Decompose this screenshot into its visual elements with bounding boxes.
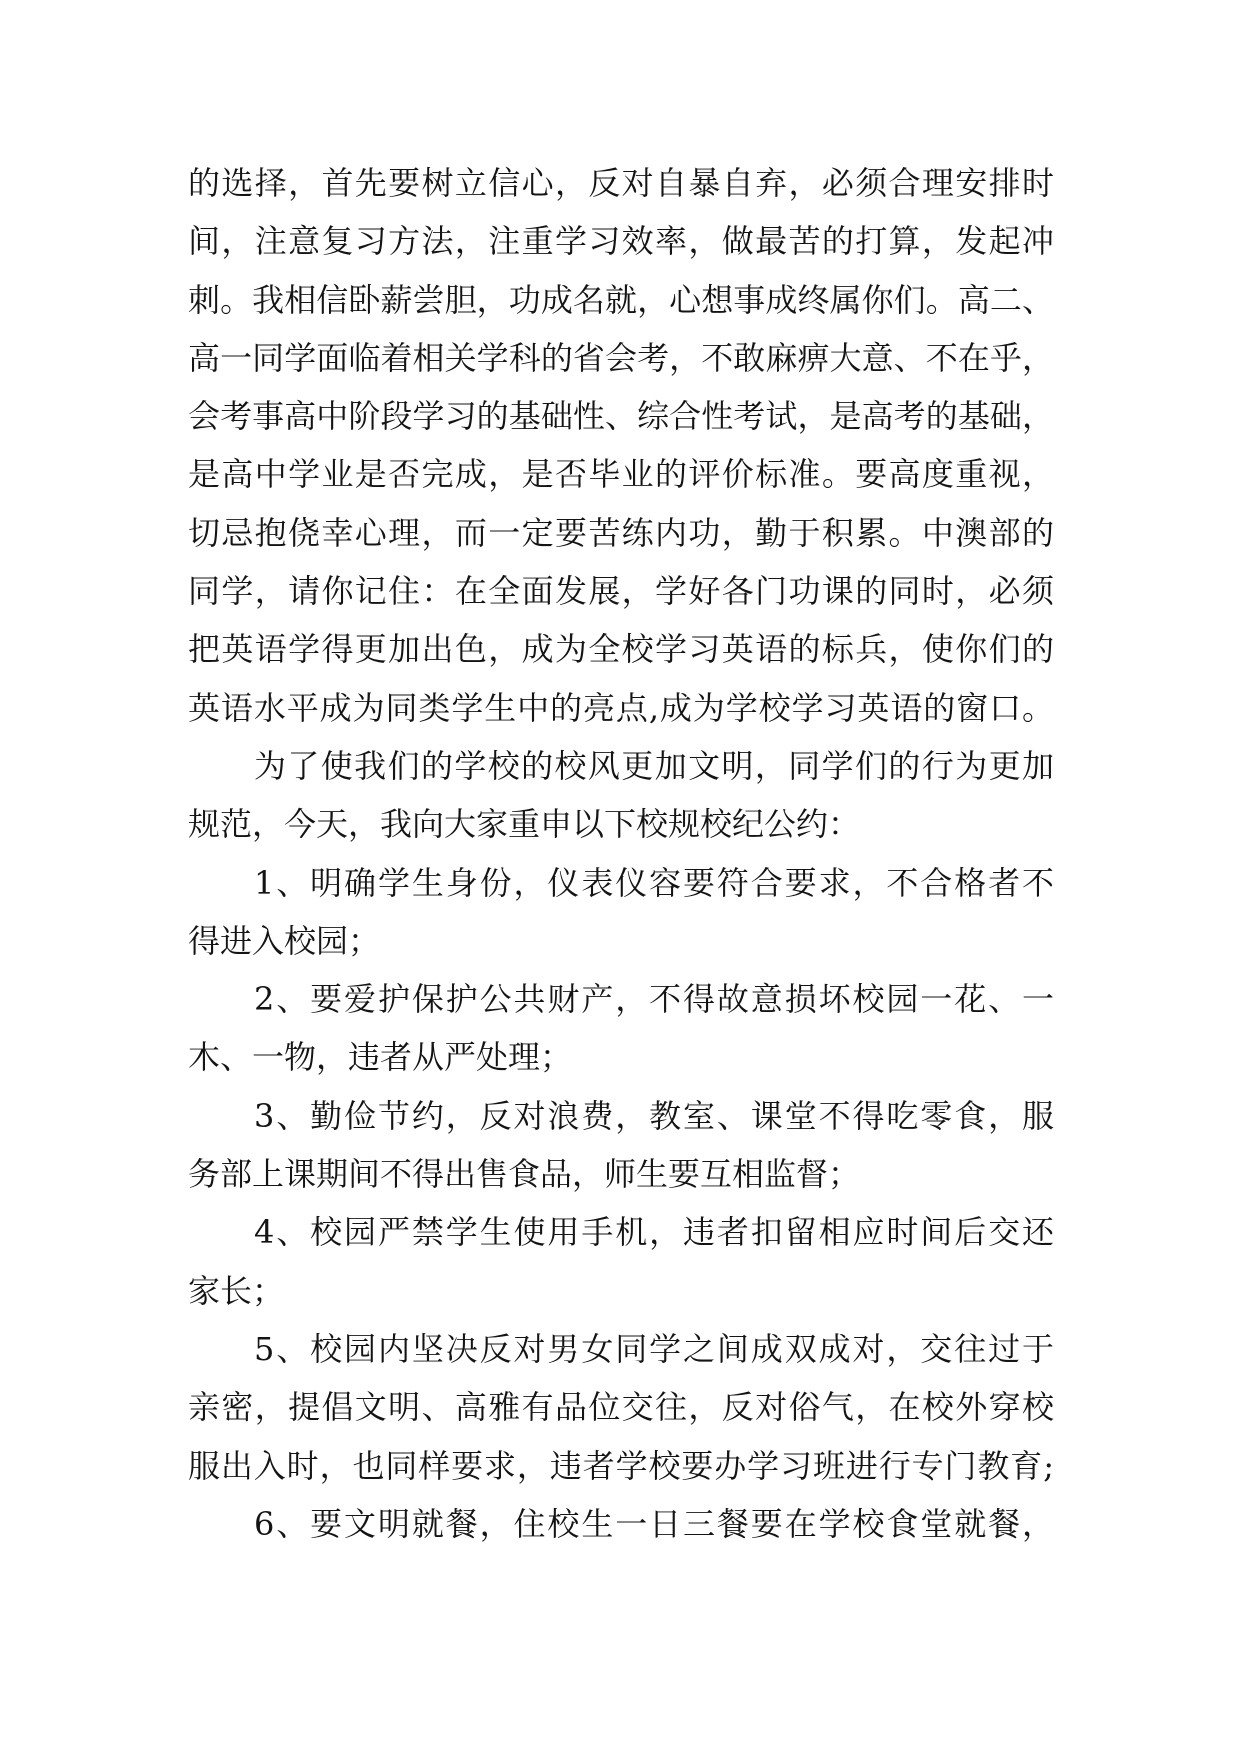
paragraph [188,737,1054,854]
document-body [188,154,1054,1553]
text-line: 同学，请你记住：在全面发展，学好各门功课的同时，必须 [188,572,1054,611]
rule-item [188,970,1054,1087]
text-line: 把英语学得更加出色，成为全校学习英语的标兵，使你们的 [188,630,1054,669]
text-line: 英语水平成为同类学生中的亮点,成为学校学习英语的窗口。 [188,688,1054,727]
text-line: 会考事高中阶段学习的基础性、综合性考试，是高考的基础， [188,397,1054,436]
text-line: 为了使我们的学校的校风更加文明，同学们的行为更加 [254,746,1054,785]
text-line: 的选择，首先要树立信心，反对自暴自弃，必须合理安排时 [188,164,1054,202]
paragraph [188,154,1054,737]
text-line: 间，注意复习方法，注重学习效率，做最苦的打算，发起冲 [188,222,1054,261]
rule-item [188,854,1054,971]
rule-item [188,1320,1054,1495]
text-line: 家长； [188,1271,285,1310]
text-line: 1、明确学生身份，仪表仪容要符合要求，不合格者不 [254,863,1054,902]
text-line: 得进入校园； [188,921,381,960]
text-line: 是高中学业是否完成，是否毕业的评价标准。要高度重视， [188,455,1054,494]
text-line: 3、勤俭节约，反对浪费，教室、课堂不得吃零食，服 [254,1096,1054,1135]
text-line: 6、要文明就餐，住校生一日三餐要在学校食堂就餐， [254,1504,1054,1543]
text-line: 服出入时，也同样要求，违者学校要办学习班进行专门教育; [188,1446,1054,1485]
text-line: 务部上课期间不得出售食品，师生要互相监督； [188,1155,861,1194]
text-line: 高一同学面临着相关学科的省会考，不敢麻痹大意、不在乎， [188,338,1054,377]
text-line: 切忌抱侥幸心理，而一定要苦练内功，勤于积累。中澳部的 [188,513,1054,552]
text-line: 5、校园内坚决反对男女同学之间成双成对，交往过于 [254,1329,1054,1368]
text-line: 4、校园严禁学生使用手机，违者扣留相应时间后交还 [254,1213,1054,1252]
rule-item [188,1495,1054,1553]
text-line: 亲密，提倡文明、高雅有品位交往，反对俗气，在校外穿校 [188,1388,1054,1427]
rule-item [188,1203,1054,1320]
text-line: 刺。我相信卧薪尝胆，功成名就，心想事成终属你们。高二、 [188,280,1054,319]
text-line: 规范，今天，我向大家重申以下校规校纪公约： [188,805,861,844]
rule-item [188,1087,1054,1204]
text-line: 木、一物，违者从严处理； [188,1038,573,1077]
text-line: 2、要爱护保护公共财产，不得故意损坏校园一花、一 [254,980,1054,1019]
